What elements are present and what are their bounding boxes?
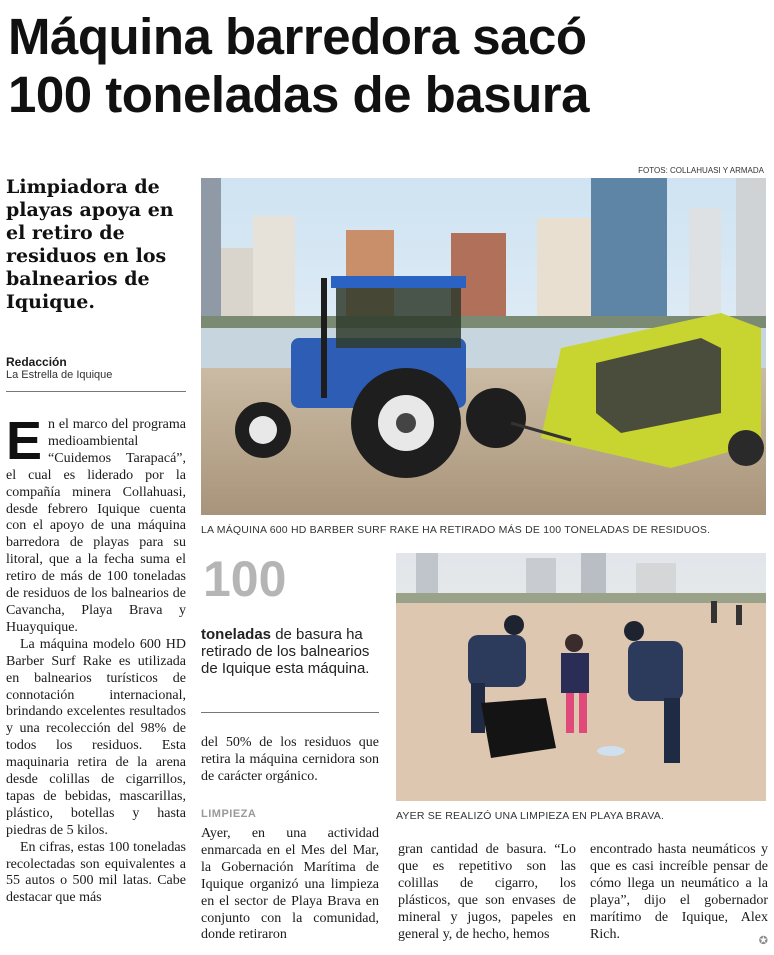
end-mark-icon: ✪ bbox=[758, 934, 768, 947]
article-column-2-top: del 50% de los residuos que retira la máquina cernidora son de carácter orgánico. bbox=[201, 735, 379, 784]
section-label: LIMPIEZA bbox=[201, 808, 257, 820]
article-column-1 bbox=[6, 411, 186, 947]
main-photo-caption: LA MÁQUINA 600 HD BARBER SURF RAKE HA RETIRADO MÁS DE 100 TONELADAS DE RESIDUOS. bbox=[201, 524, 711, 536]
beach-cleanup-image bbox=[396, 553, 766, 801]
second-photo-caption: AYER SE REALIZÓ UNA LIMPIEZA EN PLAYA BRAVA. bbox=[396, 810, 665, 822]
divider bbox=[6, 391, 186, 392]
byline-author: Redacción bbox=[6, 355, 67, 369]
headline-line-2: 100 toneladas de basura bbox=[8, 66, 589, 123]
paragraph-3: En cifras, estas 100 toneladas recolectadas son equivalentes a 55 autos o 500 mil latas. Cabe destacar que más bbox=[6, 839, 186, 906]
highlight-number: 100 bbox=[203, 551, 287, 607]
highlight-rest: de basura ha retirado de los balnearios de Iquique esta máquina. bbox=[201, 626, 370, 677]
main-photo-tractor bbox=[201, 178, 766, 515]
headline bbox=[8, 8, 768, 124]
lead-paragraph bbox=[6, 411, 186, 637]
byline-outlet: La Estrella de Iquique bbox=[6, 369, 113, 381]
deck-subtitle: Limpiadora de playas apoya en el retiro de residuos en los balnearios de Iquique. bbox=[6, 176, 174, 313]
paragraph-2: La máquina modelo 600 HD Barber Surf Rake es utilizada en balnearios turísticos de connotación internacional, brindando excelentes resultados y una recolección del 98% de todos los residuos. Esta maquinaria retira de la arena desde colillas de cigarrillos, tapas de bebidas, mascarillas, plástico, botellas y hasta piedras de 5 kilos. bbox=[6, 636, 186, 838]
highlight-divider bbox=[201, 712, 379, 713]
headline-line-1: Máquina barredora sacó bbox=[8, 8, 587, 65]
highlight-bold: toneladas bbox=[201, 626, 272, 643]
tractor-beach-image bbox=[201, 178, 766, 515]
drop-cap: E bbox=[6, 411, 43, 471]
lead-text: n el marco del programa medioambiental “Cuidemos Tarapacá”, el cual es liderado por la compañía minera Collahuasi, desde febrero Iquique cuenta con el apoyo de una máquina barredora de playas para su litoral, que a la fecha suma el retiro de más de 100 toneladas de residuos de los balnearios de Cavancha, Playa Brava y Huayquique. bbox=[6, 417, 186, 635]
article-column-4: encontrado hasta neumáticos y que es casi increíble pensar de cómo llega un neumático a la playa”, dijo el gobernador marítimo de Iquique, Alex Rich. bbox=[590, 842, 768, 942]
photo-credit: FOTOS: COLLAHUASI Y ARMADA bbox=[638, 166, 764, 175]
article-column-2-bottom: Ayer, en una actividad enmarcada en el Mes del Mar, la Gobernación Marítima de Iquique organizó una limpieza en el sector de Playa Brava en conjunto con la comunidad, donde retiraron bbox=[201, 826, 379, 943]
second-photo-cleanup bbox=[396, 553, 766, 801]
article-column-3: gran cantidad de basura. “Lo que es repetitivo son las colillas de cigarro, los plásticos, que son envases de mineral y jugos, papeles en general y, de hecho, hemos bbox=[398, 842, 576, 942]
highlight-text bbox=[201, 626, 381, 677]
